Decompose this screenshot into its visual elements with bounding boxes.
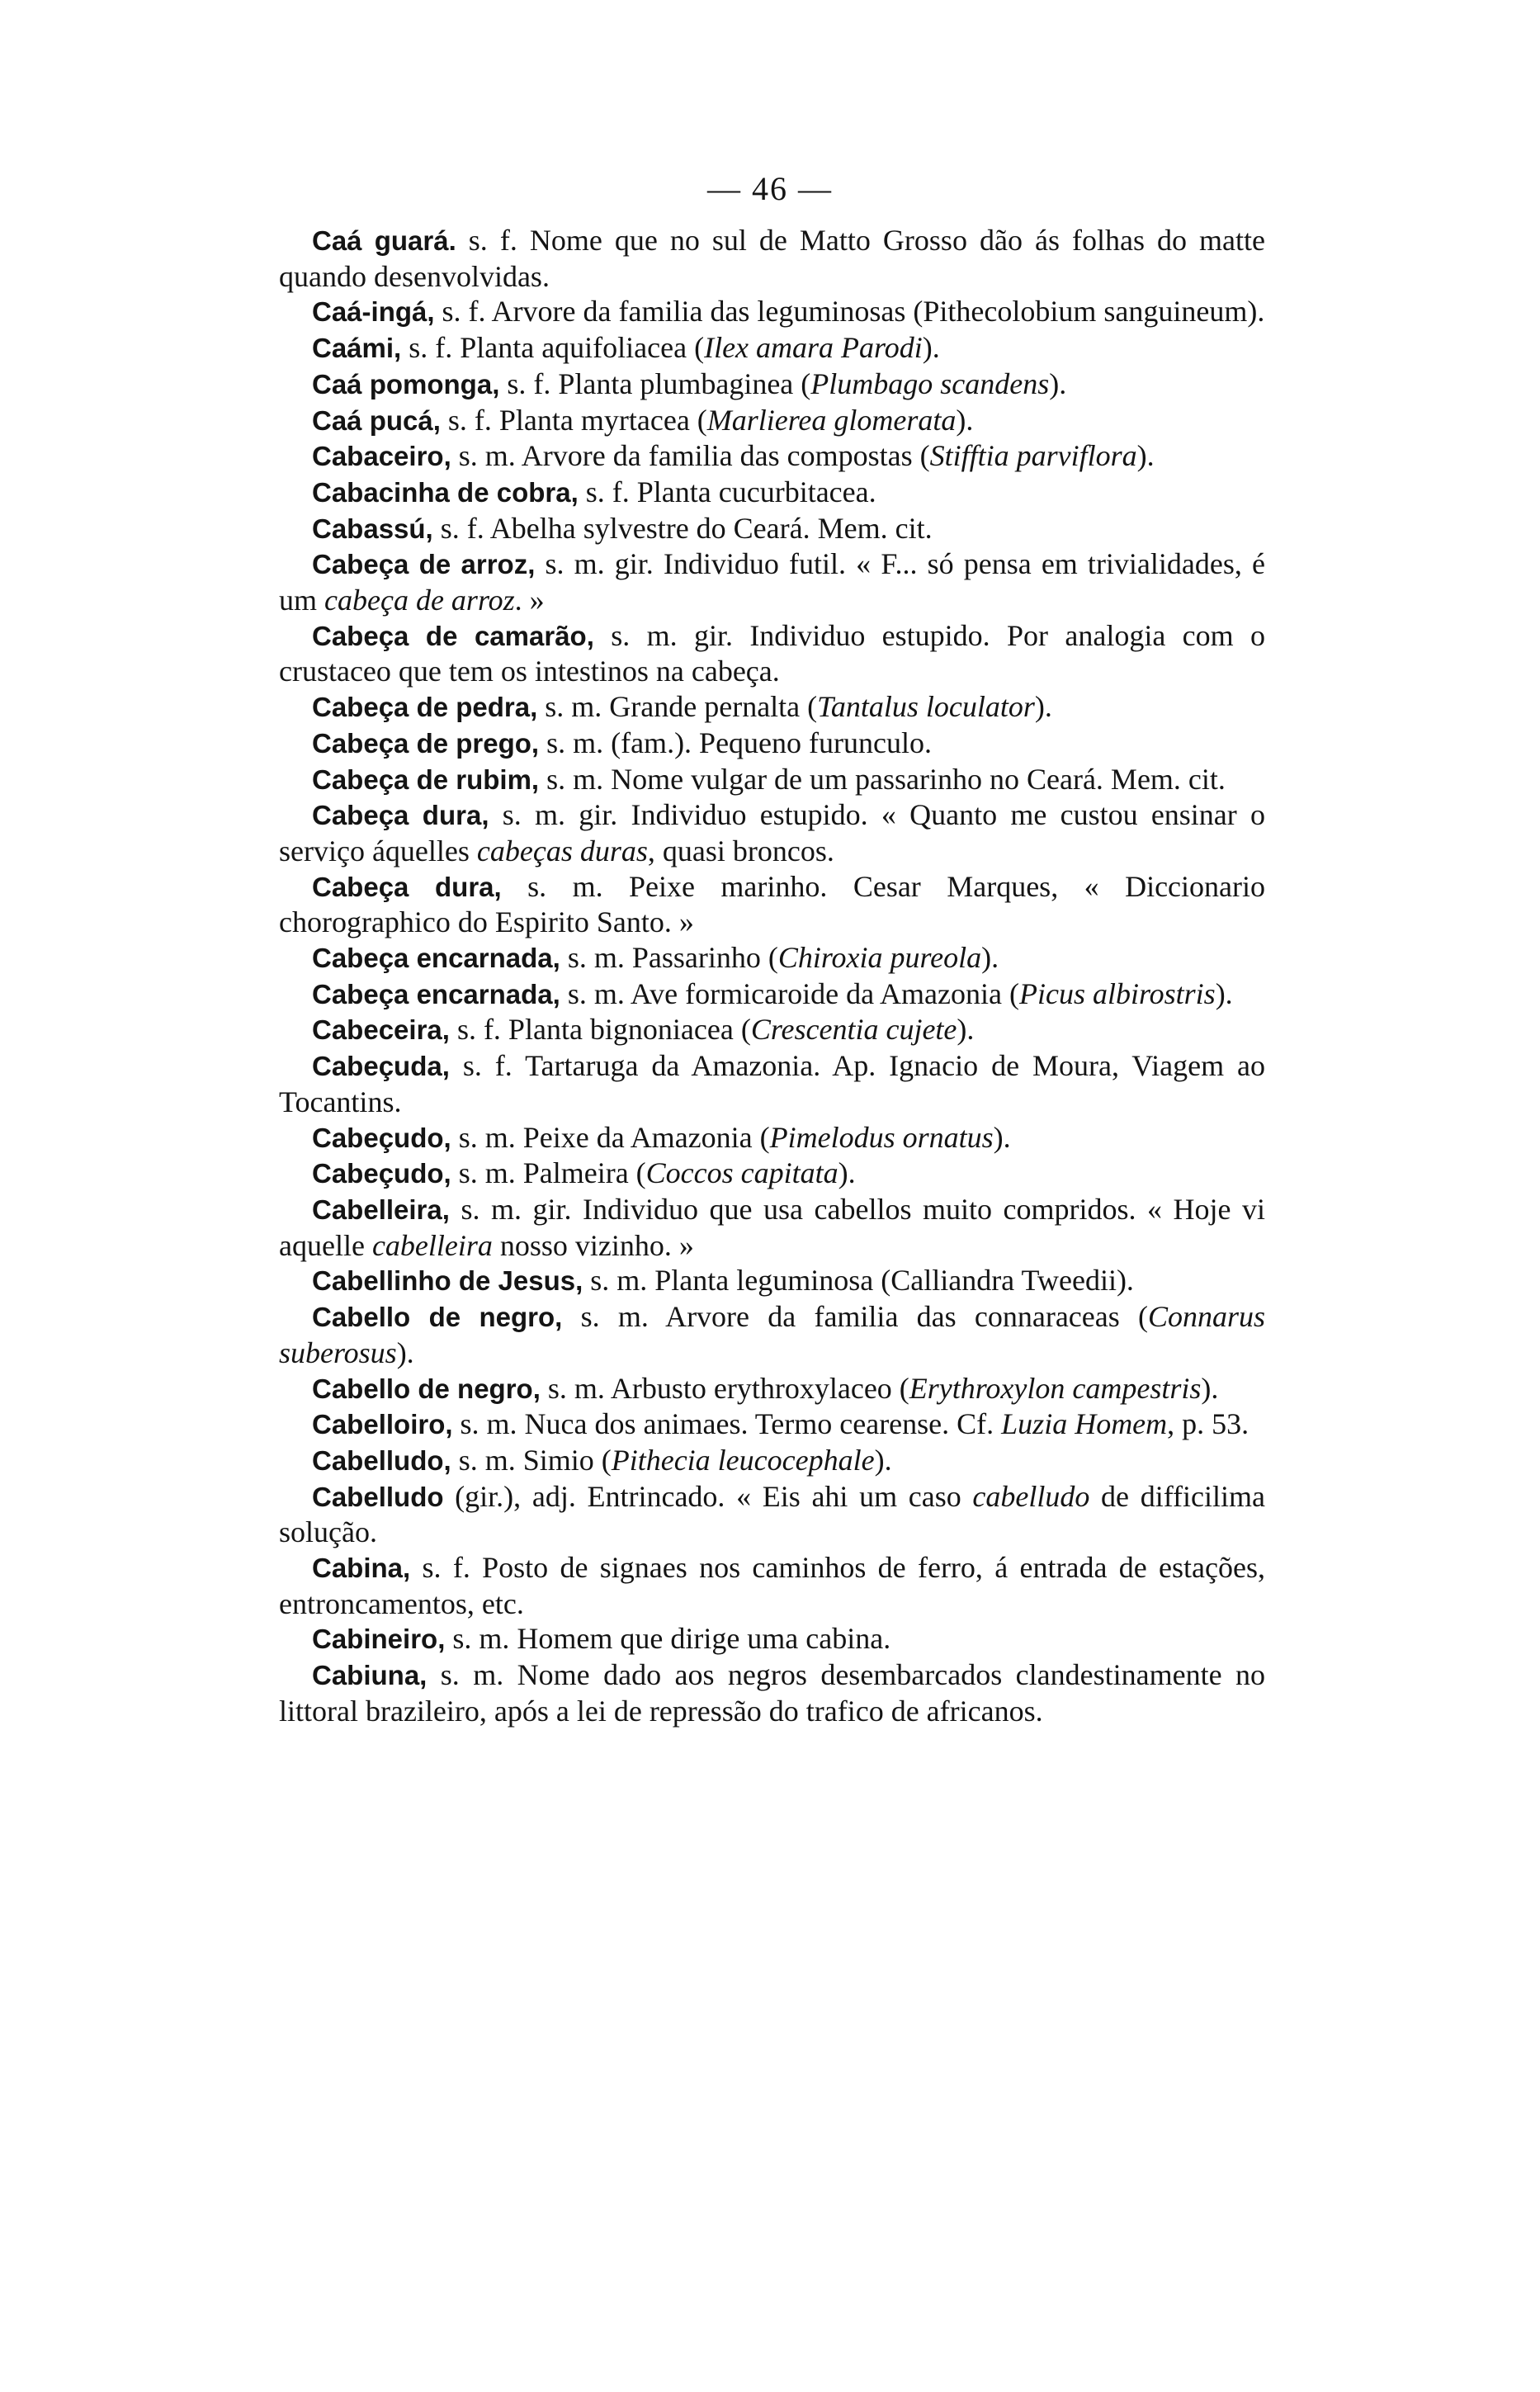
entry-headword: Cabeça de arroz, xyxy=(312,549,536,580)
entry-scientific-name: Tantalus loculator xyxy=(817,690,1035,724)
entry-headword: Cabelloiro, xyxy=(312,1409,453,1440)
entry-scientific-name: Stifftia parviflora xyxy=(929,439,1137,473)
dictionary-entry xyxy=(279,366,1265,403)
entry-text: s. m. Simio ( xyxy=(451,1443,612,1477)
entry-headword: Cabineiro, xyxy=(312,1624,446,1655)
entry-scientific-name: Marlierea glomerata xyxy=(706,403,957,437)
entry-scientific-name: Erythroxylon campestris xyxy=(909,1371,1202,1405)
entry-text: s. f. Posto de signaes nos caminhos de ferro, á entrada de estações, entroncamentos, etc. xyxy=(279,1551,1265,1620)
entry-headword: Cabeçuda, xyxy=(312,1051,450,1082)
dictionary-entry xyxy=(279,976,1265,1013)
entry-text: s. m. Palmeira ( xyxy=(451,1156,646,1190)
entry-headword: Cabeça de rubim, xyxy=(312,763,540,795)
entry-text-tail: ). xyxy=(396,1335,414,1369)
entry-scientific-name: Coccos capitata xyxy=(645,1156,838,1190)
entry-text: s. m. Arbusto erythroxylaceo ( xyxy=(540,1371,909,1405)
dictionary-entry xyxy=(279,403,1265,439)
entry-text-tail: ). xyxy=(981,941,999,975)
entry-headword: Caá guará. xyxy=(312,225,456,256)
entry-text: s. f. Planta aquifoliacea ( xyxy=(401,331,705,365)
entry-text-tail: ). xyxy=(838,1156,856,1190)
dictionary-entry xyxy=(279,1048,1265,1119)
entry-text: s. m. (fam.). Pequeno furunculo. xyxy=(539,726,932,759)
entry-text-tail: ). xyxy=(1201,1371,1219,1405)
entry-headword: Cabeçudo, xyxy=(312,1122,451,1153)
entry-text-tail: ). xyxy=(922,331,940,365)
dictionary-entry xyxy=(279,1550,1265,1621)
entry-text: s. m. Planta leguminosa (Calliandra Tweedii). xyxy=(583,1264,1134,1298)
entry-scientific-name: Ilex amara Parodi xyxy=(704,331,923,365)
dictionary-entry xyxy=(279,940,1265,976)
entry-headword: Caámi, xyxy=(312,333,402,364)
entry-text: s. f. Nome que no sul de Matto Grosso dão ás folhas do matte quando desenvolvidas. xyxy=(279,224,1265,293)
entry-text: s. m. gir. Individuo estupido. « Quanto me custou ensinar o serviço áquelles xyxy=(279,798,1266,867)
dictionary-entry xyxy=(279,1443,1265,1479)
entry-headword: Cabelludo xyxy=(312,1481,444,1512)
dictionary-entry xyxy=(279,618,1265,689)
entry-text: s. m. gir. Individuo que usa cabellos muito compridos. « Hoje vi aquelle xyxy=(279,1192,1265,1262)
entry-scientific-name: cabeça de arroz xyxy=(324,584,515,617)
entry-text: s. m. Arvore da familia das connaraceas ( xyxy=(562,1300,1148,1334)
entry-headword: Cabelleira, xyxy=(312,1194,450,1225)
dictionary-entry xyxy=(279,223,1265,294)
entry-headword: Cabiuna, xyxy=(312,1660,428,1691)
entry-scientific-name: Pithecia leucocephale xyxy=(611,1443,875,1477)
dictionary-entry xyxy=(279,1371,1265,1407)
entry-text-tail: ). xyxy=(993,1120,1011,1154)
entry-headword: Caá pomonga, xyxy=(312,368,500,399)
dictionary-entry xyxy=(279,475,1265,511)
dictionary-entry xyxy=(279,546,1265,617)
entry-headword: Cabacinha de cobra, xyxy=(312,476,579,508)
entry-headword: Cabelludo, xyxy=(312,1444,451,1476)
entry-text-tail: . » xyxy=(514,584,545,617)
entry-headword: Cabeça dura, xyxy=(312,871,502,902)
entry-headword: Cabellinho de Jesus, xyxy=(312,1265,583,1297)
entry-text: s. m. Grande pernalta ( xyxy=(537,690,818,724)
entry-headword: Cabeça encarnada, xyxy=(312,943,560,974)
entry-text: s. m. Ave formicaroide da Amazonia ( xyxy=(560,976,1019,1010)
dictionary-entry xyxy=(279,762,1265,798)
entry-scientific-name: Picus albirostris xyxy=(1018,976,1216,1010)
entry-text: s. f. Planta cucurbitacea. xyxy=(578,475,876,508)
dictionary-entry xyxy=(279,294,1265,330)
entry-text-tail: ). xyxy=(1049,366,1067,400)
entry-text: s. m. Nome dado aos negros desembarcados clandestinamente no littoral brazileiro, após a lei de repressão do trafico de africanos. xyxy=(279,1658,1265,1728)
entry-headword: Cabeceira, xyxy=(312,1014,450,1046)
entry-scientific-name: Pimelodus ornatus xyxy=(769,1120,994,1154)
entry-text-tail: ). xyxy=(957,1013,975,1047)
entry-headword: Cabeça dura, xyxy=(312,800,489,831)
dictionary-entry xyxy=(279,1120,1265,1156)
entry-scientific-name: cabelleira xyxy=(371,1228,493,1262)
entry-text-tail: ). xyxy=(1034,690,1052,724)
entry-text: s. f. Planta myrtacea ( xyxy=(440,403,707,437)
entry-headword: Cabeça encarnada, xyxy=(312,978,560,1009)
entry-text: s. m. Peixe marinho. Cesar Marques, « Diccionario chorographico do Espirito Santo. » xyxy=(279,869,1265,939)
dictionary-entry xyxy=(279,1192,1265,1263)
entry-scientific-name: Plumbago scandens xyxy=(810,366,1050,400)
entry-text-tail: de difficilima solução. xyxy=(279,1479,1265,1549)
entry-scientific-name: Luzia Homem xyxy=(1001,1407,1168,1441)
dictionary-entry xyxy=(279,1012,1265,1048)
entry-headword: Cabina, xyxy=(312,1553,411,1584)
entry-list xyxy=(279,223,1265,1729)
entry-text-tail: ). xyxy=(956,403,974,437)
entry-headword: Cabello de negro, xyxy=(312,1302,563,1333)
entry-text: s. f. Tartaruga da Amazonia. Ap. Ignacio de Moura, Viagem ao Tocantins. xyxy=(279,1049,1265,1118)
entry-scientific-name: cabeças duras xyxy=(476,834,648,867)
entry-headword: Cabeça de pedra, xyxy=(312,692,538,723)
entry-scientific-name: Crescentia cujete xyxy=(750,1013,957,1047)
entry-text: s. f. Arvore da familia das leguminosas (Pithecolobium sanguineum). xyxy=(434,295,1265,329)
entry-text: s. f. Abelha sylvestre do Ceará. Mem. cit. xyxy=(432,511,933,545)
entry-headword: Cabello de negro, xyxy=(312,1373,541,1404)
dictionary-entry xyxy=(279,1299,1265,1370)
entry-text-tail: ). xyxy=(1136,439,1155,473)
dictionary-entry xyxy=(279,1406,1265,1443)
entry-text: s. m. gir. Individuo futil. « F... só pensa em trivialidades, é um xyxy=(279,547,1265,617)
entry-headword: Caá-ingá, xyxy=(312,296,435,328)
entry-text: s. m. Nome vulgar de um passarinho no Ceará. Mem. cit. xyxy=(539,762,1226,796)
entry-headword: Cabeça de camarão, xyxy=(312,620,594,651)
dictionary-entry xyxy=(279,511,1265,547)
entry-text: s. m. Homem que dirige uma cabina. xyxy=(445,1622,891,1656)
entry-headword: Cabassú, xyxy=(312,513,433,544)
dictionary-entry xyxy=(279,1479,1265,1550)
entry-text: (gir.), adj. Entrincado. « Eis ahi um caso xyxy=(443,1479,973,1513)
entry-text: s. m. Nuca dos animaes. Termo cearense. Cf. xyxy=(452,1407,1002,1441)
dictionary-entry xyxy=(279,726,1265,762)
dictionary-entry xyxy=(279,1621,1265,1657)
entry-headword: Cabeça de prego, xyxy=(312,727,540,759)
entry-text-tail: ). xyxy=(874,1443,892,1477)
entry-scientific-name: Connarus suberosus xyxy=(279,1300,1265,1369)
entry-headword: Cabeçudo, xyxy=(312,1158,451,1189)
dictionary-entry xyxy=(279,689,1265,726)
entry-text: s. f. Planta plumbaginea ( xyxy=(499,366,811,400)
dictionary-entry xyxy=(279,330,1265,366)
entry-text-tail: ). xyxy=(1215,976,1233,1010)
dictionary-entry xyxy=(279,797,1265,868)
dictionary-entry xyxy=(279,1156,1265,1192)
entry-scientific-name: cabelludo xyxy=(972,1479,1090,1513)
entry-text-tail: , p. 53. xyxy=(1167,1407,1249,1441)
dictionary-entry xyxy=(279,869,1265,940)
entry-headword: Cabaceiro, xyxy=(312,441,451,472)
entry-text: s. f. Planta bignoniacea ( xyxy=(449,1013,751,1047)
entry-text-tail: , quasi broncos. xyxy=(647,834,834,867)
page-number: — 46 — xyxy=(707,170,833,207)
entry-text: s. m. Arvore da familia das compostas ( xyxy=(451,439,930,473)
dictionary-entry xyxy=(279,1263,1265,1299)
dictionary-entry xyxy=(279,438,1265,475)
entry-text: s. m. gir. Individuo estupido. Por analogia com o crustaceo que tem os intestinos na cabeça. xyxy=(279,618,1266,688)
entry-text-tail: nosso vizinho. » xyxy=(492,1228,694,1262)
entry-scientific-name: Chiroxia pureola xyxy=(777,941,982,975)
entry-text: s. m. Passarinho ( xyxy=(560,941,778,975)
dictionary-entry xyxy=(279,1657,1265,1728)
entry-headword: Caá pucá, xyxy=(312,404,441,436)
entry-text: s. m. Peixe da Amazonia ( xyxy=(451,1120,770,1154)
